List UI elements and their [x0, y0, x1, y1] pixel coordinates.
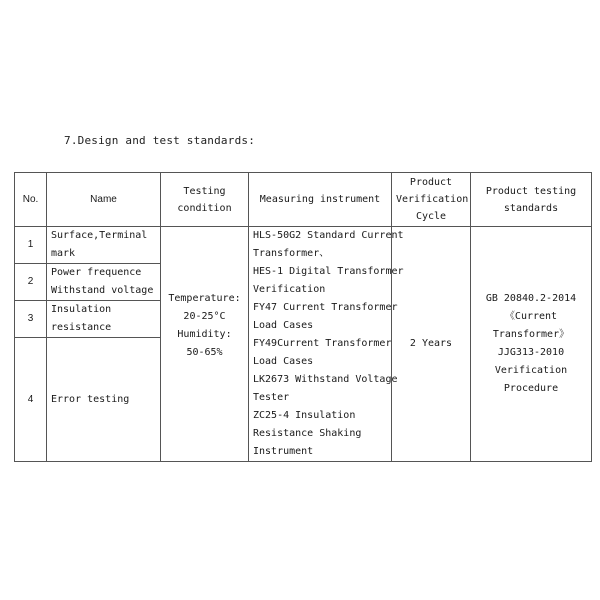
section-title: 7.Design and test standards: — [64, 134, 256, 147]
testing-standards-cell — [471, 227, 592, 462]
header-verification-cycle-line: Verification — [396, 194, 469, 205]
testing-condition-line: Humidity: — [177, 329, 232, 340]
instrument-line: Transformer、 — [253, 248, 330, 259]
instrument-line: FY49Current Transformer — [253, 338, 392, 349]
row-name-line: Power frequence — [51, 267, 142, 278]
header-testing-standards — [471, 173, 592, 227]
row-name-line: resistance — [51, 322, 112, 333]
instrument-line: Load Cases — [253, 356, 314, 367]
standard-line: Verification — [494, 365, 568, 376]
standard-line: Transformer》 — [492, 329, 570, 340]
testing-condition-line: Temperature: — [168, 293, 241, 304]
measuring-instruments-cell — [249, 227, 404, 462]
header-testing-standards-line: Product testing — [485, 185, 577, 197]
spacer — [165, 362, 244, 398]
instrument-line: ZC25-4 Insulation — [253, 410, 356, 421]
testing-condition-cell — [161, 227, 249, 462]
testing-condition-line: 50-65% — [186, 347, 223, 358]
header-verification-cycle-line: Product — [409, 177, 453, 188]
row-name-line: mark — [51, 248, 76, 259]
row-name-line: Error testing — [51, 393, 130, 405]
instrument-line: Resistance Shaking — [253, 428, 362, 439]
header-testing-standards-line: standards — [503, 202, 559, 214]
instrument-line: Tester — [253, 392, 290, 403]
row-number: 1 — [15, 227, 47, 264]
testing-condition-line: 20-25°C — [183, 311, 226, 322]
instrument-line: Instrument — [253, 446, 314, 457]
instrument-line: LK2673 Withstand Voltage — [253, 374, 398, 385]
header-row — [15, 173, 592, 227]
row-name — [47, 301, 161, 338]
design-test-standards-table — [14, 172, 592, 462]
row-name-line: Insulation — [51, 304, 112, 315]
instrument-line: HLS-50G2 Standard Current — [253, 230, 404, 241]
header-testing-condition-line: condition — [177, 202, 232, 214]
row-name-line: Withstand voltage — [51, 285, 154, 296]
header-testing-condition-line: Testing — [183, 185, 226, 197]
header-no: No. — [15, 173, 47, 227]
header-verification-cycle-line: Cycle — [415, 211, 447, 222]
standard-line: Procedure — [503, 383, 559, 394]
row-name — [47, 227, 161, 264]
table-row — [15, 227, 592, 264]
instrument-line: Verification — [253, 284, 326, 295]
verification-cycle-cell: 2 Years — [392, 227, 471, 462]
row-number: 3 — [15, 301, 47, 338]
row-name-line: Surface,Terminal — [51, 230, 148, 241]
row-name — [47, 338, 161, 462]
instrument-line: HES-1 Digital Transformer — [253, 266, 404, 277]
row-number: 2 — [15, 264, 47, 301]
row-number: 4 — [15, 338, 47, 462]
standard-line: JJG313-2010 — [497, 347, 565, 358]
instrument-line: FY47 Current Transformer — [253, 302, 398, 313]
standard-line: GB 20840.2-2014 — [485, 293, 577, 304]
header-testing-condition — [161, 173, 249, 227]
header-verification-cycle — [392, 173, 471, 227]
row-name — [47, 264, 161, 301]
header-measuring-instrument: Measuring instrument — [249, 173, 392, 227]
standard-line: 《Current — [504, 311, 558, 322]
header-name: Name — [47, 173, 161, 227]
instrument-line: Load Cases — [253, 320, 314, 331]
